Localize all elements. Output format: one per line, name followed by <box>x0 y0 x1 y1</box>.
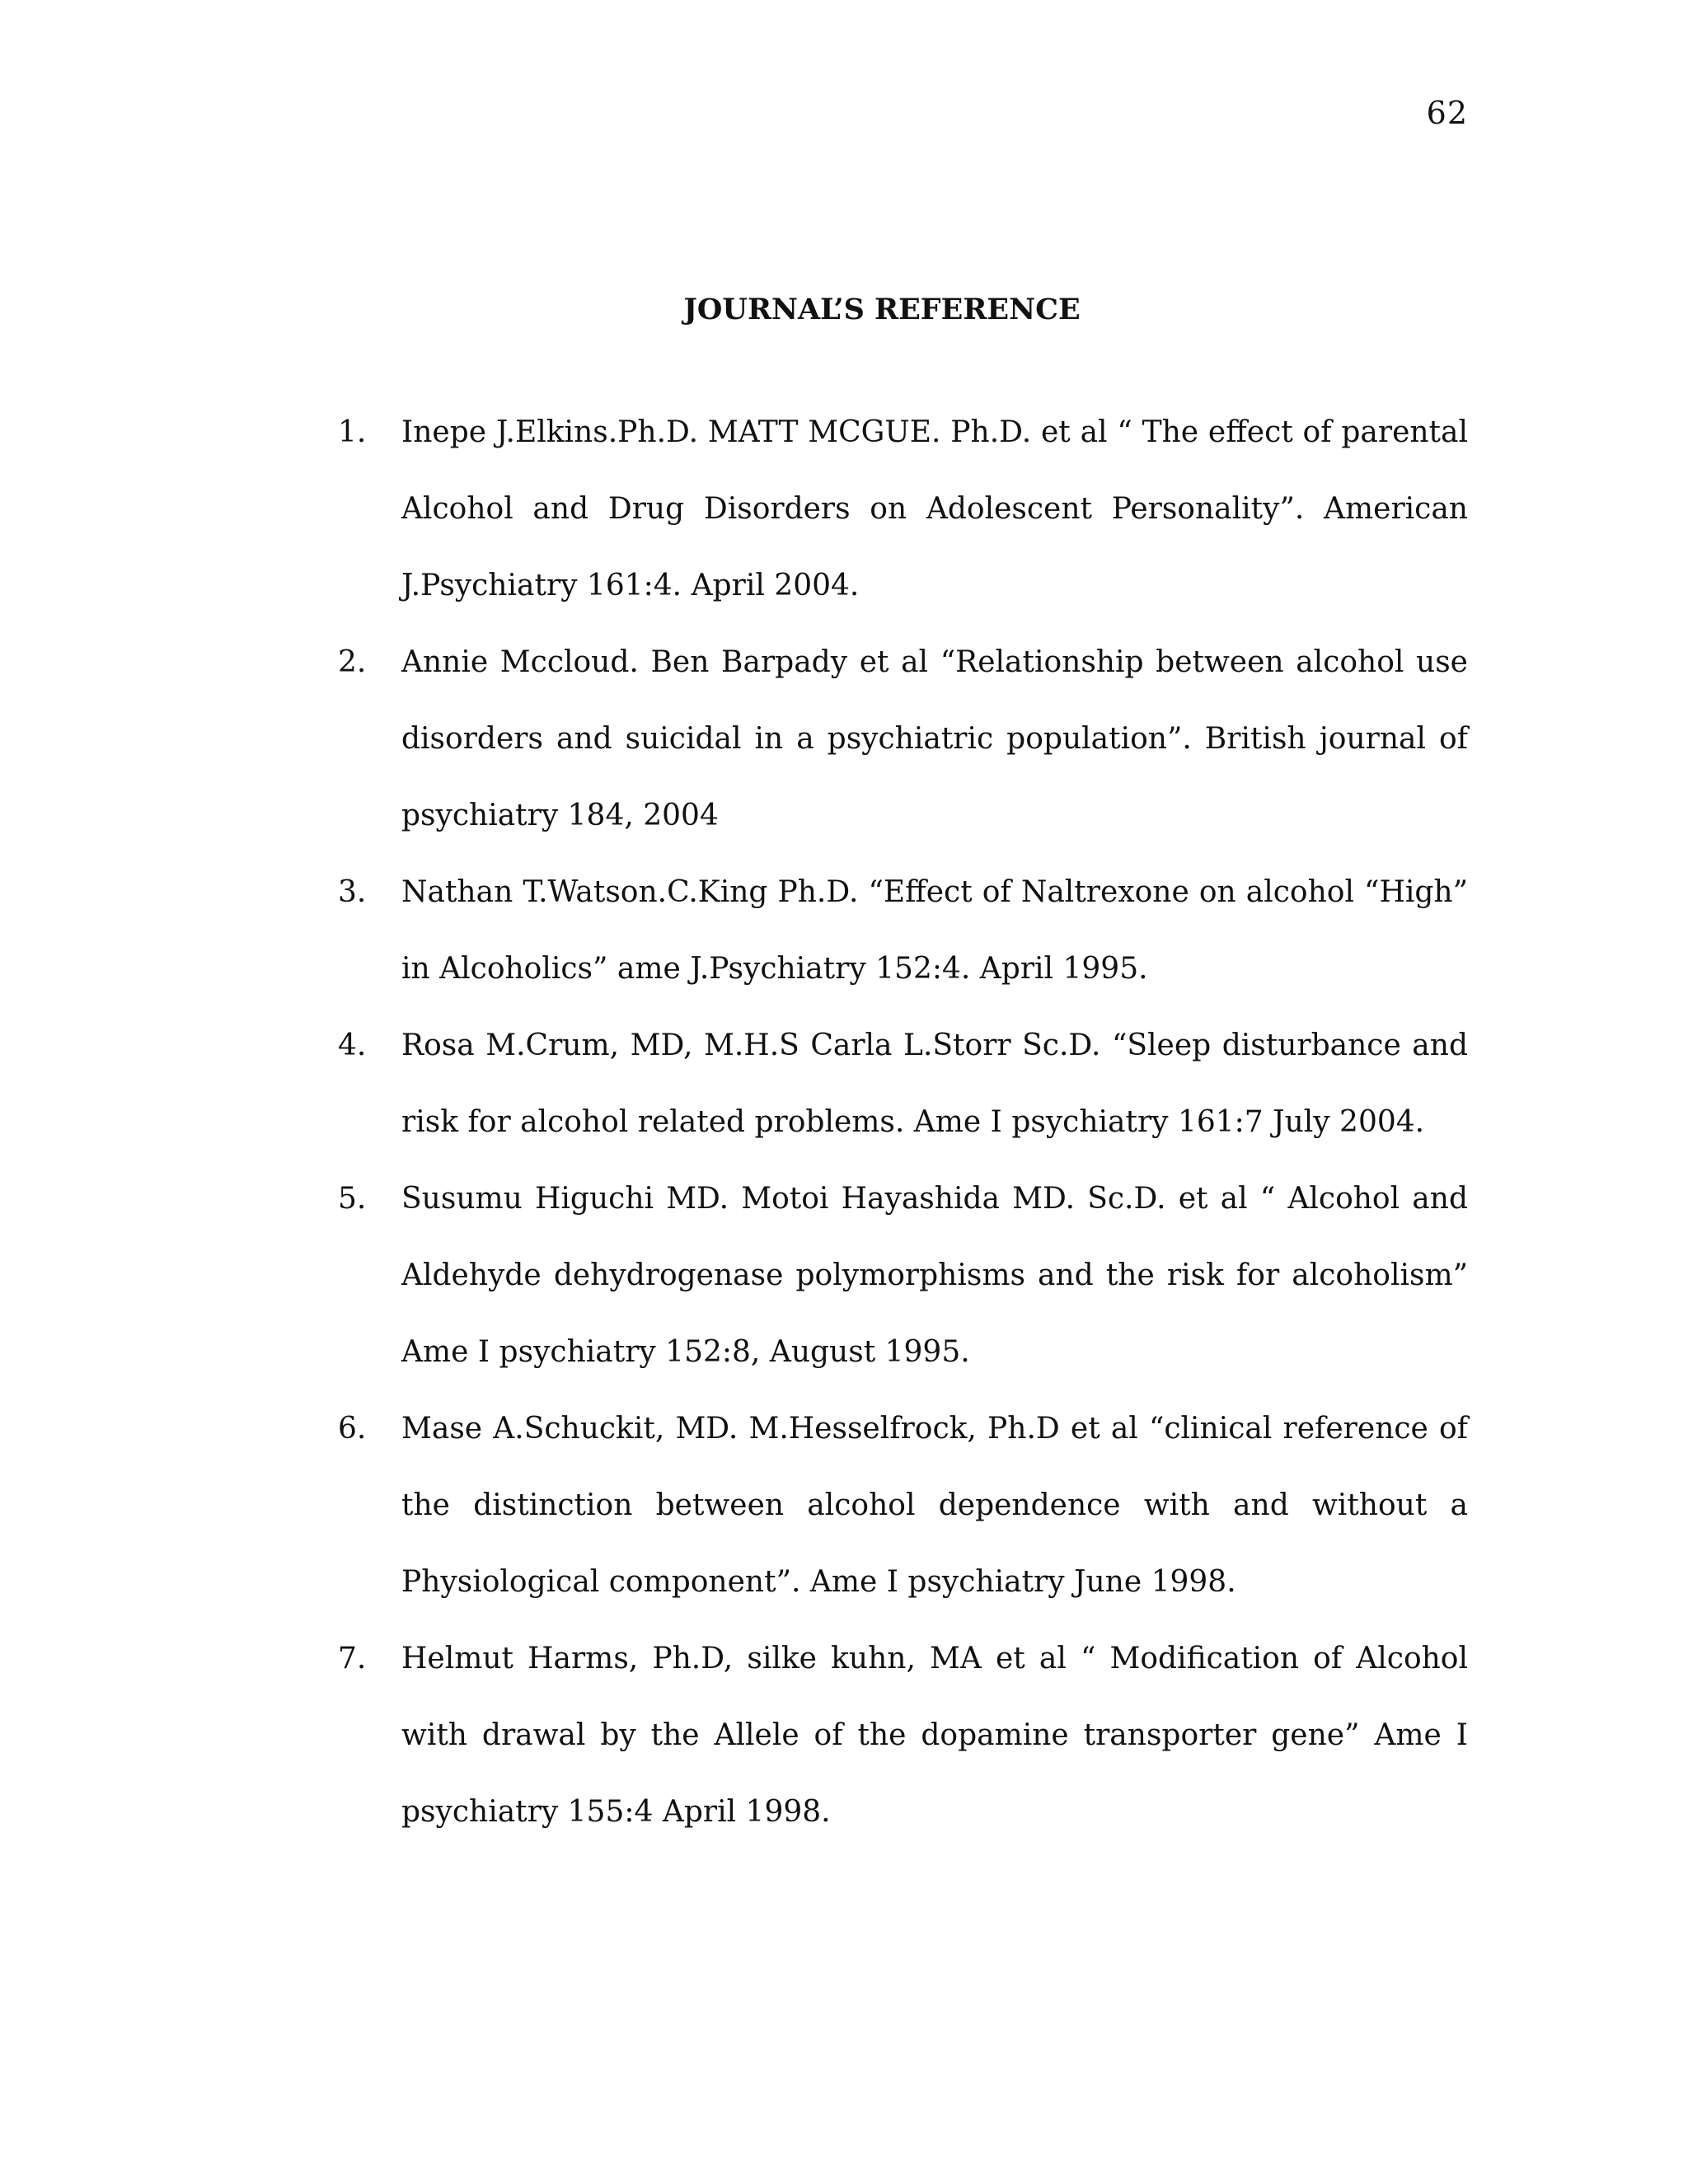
page-title: JOURNAL’S REFERENCE <box>683 293 1081 326</box>
reference-list <box>338 394 1468 1850</box>
reference-number: 4. <box>338 1029 367 1062</box>
reference-item <box>338 1620 1468 1850</box>
reference-text: Mase A.Schuckit, MD. M.Hesselfrock, Ph.D et al “clinical reference of the distinction between alcohol dependence with and without a Physiological component”. Ame I psychiatry June 1998. <box>401 1412 1468 1599</box>
reference-number: 1. <box>338 415 367 449</box>
reference-item <box>338 1007 1468 1160</box>
reference-item <box>338 854 1468 1007</box>
reference-text: Inepe J.Elkins.Ph.D. MATT MCGUE. Ph.D. et al “ The effect of parental Alcohol and Drug Disorders on Adolescent Personality”. American J.Psychiatry 161:4. April 2004. <box>401 415 1468 602</box>
reference-number: 2. <box>338 645 367 679</box>
reference-text: Nathan T.Watson.C.King Ph.D. “Effect of Naltrexone on alcohol “High” in Alcoholics” ame J.Psychiatry 152:4. April 1995. <box>401 875 1468 986</box>
reference-number: 6. <box>338 1412 367 1446</box>
reference-text: Helmut Harms, Ph.D, silke kuhn, MA et al “ Modification of Alcohol with drawal by the Allele of the dopamine transporter gene” Ame I psychiatry 155:4 April 1998. <box>401 1642 1468 1829</box>
reference-item <box>338 394 1468 624</box>
reference-item <box>338 1390 1468 1620</box>
page-number: 62 <box>1426 95 1468 131</box>
reference-text: Susumu Higuchi MD. Motoi Hayashida MD. Sc.D. et al “ Alcohol and Aldehyde dehydrogenase polymorphisms and the risk for alcoholism” Ame I psychiatry 152:8, August 1995. <box>401 1182 1468 1369</box>
reference-item <box>338 1160 1468 1390</box>
reference-number: 5. <box>338 1182 367 1216</box>
reference-item <box>338 624 1468 854</box>
reference-number: 7. <box>338 1642 367 1675</box>
reference-text: Rosa M.Crum, MD, M.H.S Carla L.Storr Sc.D. “Sleep disturbance and risk for alcohol related problems. Ame I psychiatry 161:7 July 2004. <box>401 1029 1468 1139</box>
reference-number: 3. <box>338 875 367 909</box>
reference-text: Annie Mccloud. Ben Barpady et al “Relationship between alcohol use disorders and suicidal in a psychiatric population”. British journal of psychiatry 184, 2004 <box>401 645 1468 832</box>
